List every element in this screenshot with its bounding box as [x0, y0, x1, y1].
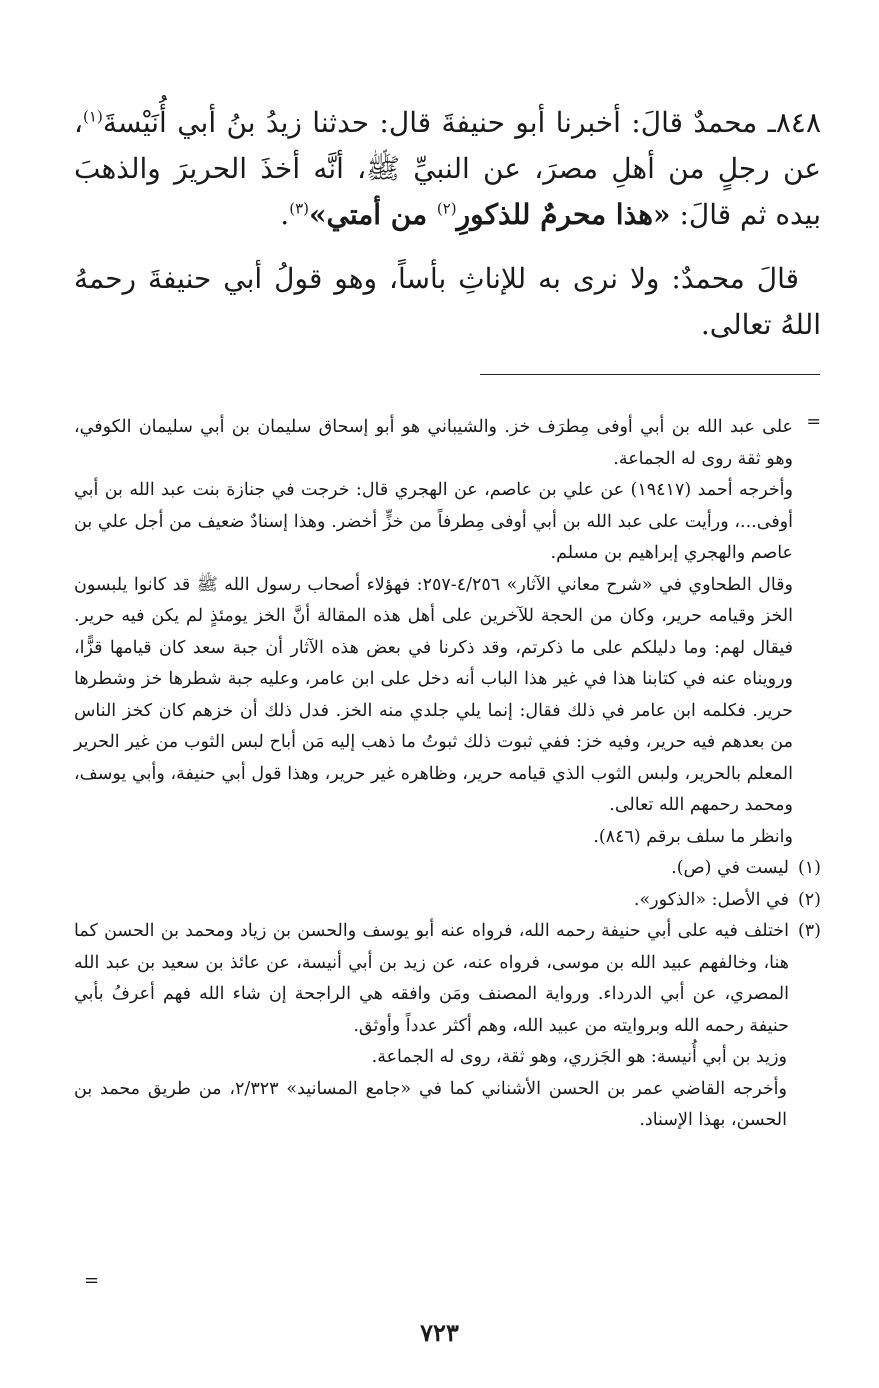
footnote-line: وقال الطحاوي في «شرح معاني الآثار» ٤/٢٥٦-٢٥٧: فهؤلاء أصحاب رسول الله ﷺ قد كانوا يلبسون الخز وقيامه حرير، وكان من الحجة للآخرين على أهل هذه المقالة أنَّ الخز يومئذٍ لم يكن فيه حرير. فيقال لهم: وما دليلكم على ما ذكرتم، وقد ذكرنا في بعض هذه الآثار أن جبة سعد كان قيامها قزًّا، ورويناه عنه في كتابنا هذا في غير هذا الباب أنه دخل على ابن عامر، وعليه جبة شطرها خز وشطرها حرير. فكلمه ابن عامر في ذلك فقال: إنما يلي جلدي منه الخز. فدل ذلك أن خزهم كان كخز الناس من بعدهم فيه حرير، وفيه خز: ففي ثبوت ذلك ثبوتُ ما ذهب إليه مَن أباح لبس الثوب من غير الحرير المعلم بالحرير، ولبس الثوب الذي قيامه حرير، وظاهره غير حرير، وهذا قول أبي حنيفة، وأبي يوسف، ومحمد رحمهم الله تعالى.: [74, 574, 793, 815]
footnote-line: على عبد الله بن أبي أوفى مِطرَف خز. والشيباني هو أبو إسحاق سليمان بن أبي سليمان الكوفي، وهو ثقة روى له الجماعة.: [74, 417, 793, 469]
footnote-number: (٢): [797, 889, 821, 910]
hadith-text-1: ٨٤٨ـ محمدٌ قالَ: أخبرنا أبو حنيفةَ قال: حدثنا زيدُ بنُ أبي أُنَيْسةَ: [102, 106, 821, 139]
comment-text: قالَ محمدٌ: ولا نرى به للإناثِ بأساً، وهو قولُ أبي حنيفةَ رحمهُ اللهُ تعالى.: [74, 262, 821, 341]
footnotes: [74, 412, 821, 1137]
continues-marker: =: [84, 1270, 100, 1291]
hadith-quote-a: «هذا محرمٌ للذكورِ: [456, 198, 671, 231]
footnote-separator: [480, 374, 820, 375]
footnote-number: (١): [797, 858, 821, 878]
footnote-3: [74, 916, 821, 1042]
footnote-text: في الأصل: «الذكور».: [633, 889, 789, 910]
hadith-quote-b: من أمتي»: [308, 198, 437, 231]
footnote-text: اختلف فيه على أبي حنيفة رحمه الله، فرواه عنه أبو يوسف والحسن بن زياد ومحمد بن الحسن كما هنا، وخالفهم عبيد الله بن موسى، فرواه عنه، عن زيد بن أبي أنيسة، عن عائذ بن سعيد بن عبد الله المصري، عن أبي الدرداء. ورواية المصنف ومَن وافقه هي الراجحة إن شاء الله فهم أعرفُ بأبي حنيفة رحمه الله وبروايته من عبيد الله، وهم أكثر عدداً وأوثق.: [74, 921, 789, 1036]
hadith-paragraph: [74, 100, 821, 238]
hadith-end: .: [280, 198, 290, 231]
footnote-line: وزيد بن أبي أُنيسة: هو الجَزري، وهو ثقة، روى له الجماعة.: [371, 1047, 787, 1067]
footnote-line: وأخرجه القاضي عمر بن الحسن الأشناني كما في «جامع المسانيد» ٢/٣٢٣، من طريق محمد بن الحسن، بهذا الإسناد.: [74, 1078, 787, 1130]
footnote-ref-2[interactable]: (٢): [436, 199, 457, 218]
footnote-ref-1[interactable]: (١): [83, 107, 103, 126]
footnote-ref-3[interactable]: (٣): [289, 199, 309, 218]
page-number: ٧٢٣: [420, 1318, 459, 1347]
footnote-line: وانظر ما سلف برقم (٨٤٦).: [593, 826, 793, 847]
footnote-text: ليست في (ص).: [671, 858, 789, 878]
continued-footnote: [74, 412, 821, 853]
comment-paragraph: [74, 256, 821, 348]
continued-marker: =: [806, 412, 821, 432]
footnote-1: [74, 853, 821, 885]
footnote-number: (٣): [797, 921, 821, 941]
footnote-line: وأخرجه أحمد (١٩٤١٧) عن علي بن عاصم، عن الهجري قال: خرجت في جنازة بنت عبد الله بن أبي أوفى...، ورأيت على عبد الله بن أبي أوفى مِطرفاً من خزٍّ أخضر. وهذا إسنادٌ ضعيف من أجل علي بن عاصم والهجري إبراهيم بن مسلم.: [74, 480, 793, 563]
hadith-text-2: ، عن رجلٍ من أهلِ مصرَ، عن النبيِّ ﷺ، أنَّه أخذَ الحريرَ والذهبَ بيده ثم قالَ:: [74, 106, 822, 231]
footnote-2: [74, 885, 821, 917]
